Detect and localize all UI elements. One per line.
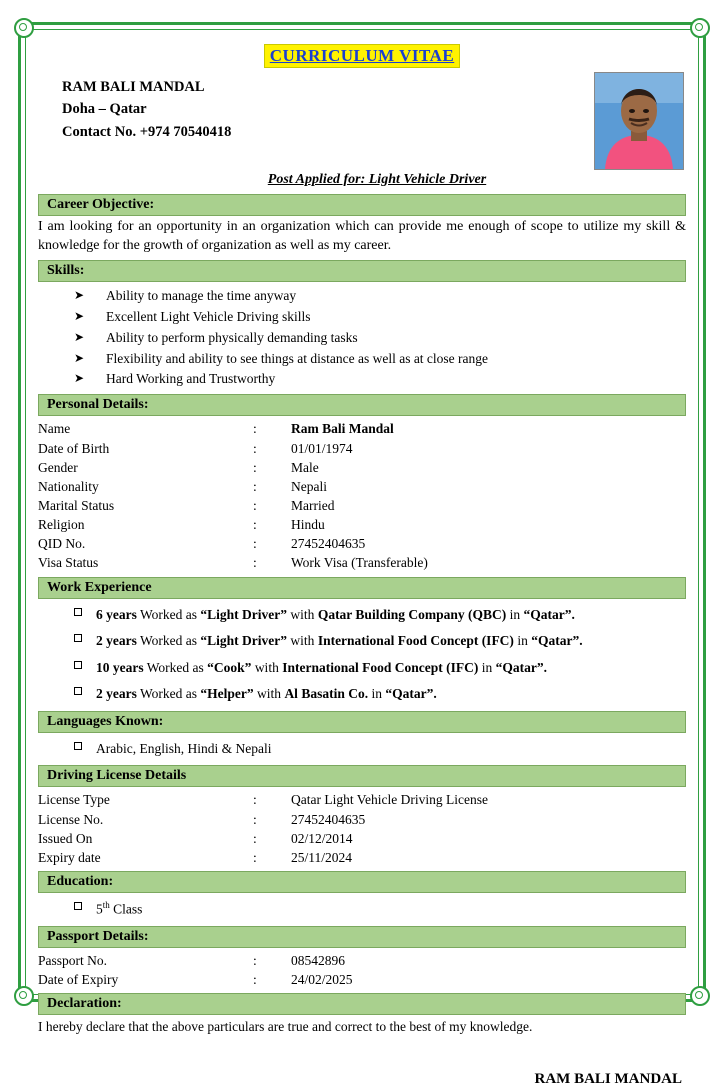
row-value: 27452404635: [291, 536, 366, 552]
skill-text: Excellent Light Vehicle Driving skills: [106, 308, 311, 324]
work-company: International Food Concept (IFC): [282, 659, 479, 675]
document-title-wrap: [38, 44, 686, 68]
section-header-work-experience: Work Experience: [38, 577, 686, 599]
header-block: [38, 76, 686, 168]
work-mid: Worked as: [140, 633, 198, 649]
row-colon: :: [253, 555, 257, 571]
arrow-bullet-icon: ➤: [74, 329, 85, 344]
table-row: [38, 951, 686, 970]
applicant-contact: Contact No. +974 70540418: [62, 123, 232, 140]
work-experience-list: [38, 605, 686, 704]
row-colon: :: [253, 830, 257, 846]
table-row: [38, 848, 686, 867]
skills-list: [38, 286, 686, 391]
personal-details-table: [38, 419, 686, 572]
row-colon: :: [253, 498, 257, 514]
row-value: 25/11/2024: [291, 849, 353, 865]
square-bullet-icon: [74, 661, 82, 669]
row-label: QID No.: [38, 536, 86, 552]
education-list: [38, 899, 686, 919]
work-role: “Cook”: [207, 659, 252, 675]
list-item: [68, 684, 686, 704]
work-duration: 6 years: [96, 606, 137, 622]
education-level-suffix: th: [102, 900, 110, 911]
resume-content: [38, 40, 686, 1088]
work-role: “Light Driver”: [200, 633, 288, 649]
row-value: 08542896: [291, 953, 345, 969]
corner-ornament-bottom-right: [690, 986, 710, 1006]
row-label: Expiry date: [38, 849, 101, 865]
row-colon: :: [253, 792, 257, 808]
list-item: [66, 369, 686, 390]
table-row: [38, 790, 686, 809]
work-in: in: [371, 686, 382, 702]
section-header-passport: Passport Details:: [38, 926, 686, 948]
row-colon: :: [253, 459, 257, 475]
row-value: 24/02/2025: [291, 972, 353, 988]
row-value: Ram Bali Mandal: [291, 421, 394, 437]
section-header-personal-details: Personal Details:: [38, 394, 686, 416]
row-label: Date of Expiry: [38, 972, 119, 988]
work-company: Qatar Building Company (QBC): [317, 606, 507, 622]
table-row: [38, 534, 686, 553]
education-label: Class: [109, 901, 143, 917]
work-place: “Qatar”.: [495, 659, 547, 675]
row-colon: :: [253, 517, 257, 533]
passport-table: [38, 951, 686, 989]
work-duration: 10 years: [96, 659, 144, 675]
table-row: [38, 496, 686, 515]
work-duration: 2 years: [96, 686, 137, 702]
square-bullet-icon: [74, 902, 82, 910]
list-item: [66, 286, 686, 307]
skill-text: Flexibility and ability to see things at distance as well as at close range: [106, 350, 489, 366]
section-header-declaration: Declaration:: [38, 993, 686, 1015]
table-row: [38, 458, 686, 477]
corner-ornament-bottom-left: [14, 986, 34, 1006]
row-label: Date of Birth: [38, 440, 110, 456]
square-bullet-icon: [74, 608, 82, 616]
row-label: Marital Status: [38, 498, 115, 514]
work-in: in: [481, 659, 493, 675]
section-header-languages: Languages Known:: [38, 711, 686, 733]
career-objective-text: I am looking for an opportunity in an organization which can provide me enough of scope to utilize my skill & knowledge for the growth of organization as well as my career.: [38, 219, 686, 253]
work-with: with: [290, 606, 315, 622]
row-colon: :: [253, 972, 257, 988]
languages-list: [38, 739, 686, 759]
arrow-bullet-icon: ➤: [74, 287, 85, 302]
row-colon: :: [253, 811, 257, 827]
section-header-career-objective: Career Objective:: [38, 194, 686, 216]
list-item: [68, 899, 686, 919]
square-bullet-icon: [74, 634, 82, 642]
row-value: Male: [291, 459, 319, 475]
row-label: Issued On: [38, 830, 93, 846]
table-row: [38, 810, 686, 829]
driving-license-table: [38, 790, 686, 867]
row-value: 02/12/2014: [291, 830, 353, 846]
row-colon: :: [253, 478, 257, 494]
row-label: Religion: [38, 517, 85, 533]
table-row: [38, 553, 686, 572]
applicant-location: Doha – Qatar: [62, 101, 147, 118]
row-label: Gender: [38, 459, 78, 475]
section-header-skills: Skills:: [38, 260, 686, 282]
list-item: [68, 631, 686, 651]
arrow-bullet-icon: ➤: [74, 350, 85, 365]
list-item: [68, 658, 686, 678]
work-company: Al Basatin Co.: [284, 686, 369, 702]
row-value: Nepali: [291, 478, 327, 494]
row-colon: :: [253, 953, 257, 969]
arrow-bullet-icon: ➤: [74, 308, 85, 323]
row-label: Passport No.: [38, 953, 108, 969]
work-role: “Helper”: [200, 686, 254, 702]
row-value: Married: [291, 498, 335, 514]
section-header-driving-license: Driving License Details: [38, 765, 686, 787]
work-with: with: [254, 659, 279, 675]
work-mid: Worked as: [140, 606, 198, 622]
row-label: Nationality: [38, 478, 99, 494]
table-row: [38, 970, 686, 989]
list-item: [68, 739, 686, 759]
row-label: Name: [38, 421, 71, 437]
row-colon: :: [253, 536, 257, 552]
work-in: in: [509, 606, 521, 622]
skill-text: Hard Working and Trustworthy: [106, 371, 276, 387]
section-header-education: Education:: [38, 871, 686, 893]
corner-ornament-top-left: [14, 18, 34, 38]
row-value: 01/01/1974: [291, 440, 353, 456]
row-value: Qatar Light Vehicle Driving License: [291, 792, 488, 808]
list-item: [66, 328, 686, 349]
post-applied-line: Post Applied for: Light Vehicle Driver: [267, 172, 487, 187]
row-label: License Type: [38, 792, 110, 808]
row-value: 27452404635: [291, 811, 366, 827]
work-place: “Qatar”.: [531, 633, 583, 649]
corner-ornament-top-right: [690, 18, 710, 38]
arrow-bullet-icon: ➤: [74, 371, 85, 386]
table-row: [38, 829, 686, 848]
work-with: with: [290, 633, 315, 649]
row-colon: :: [253, 421, 257, 437]
language-text: Arabic, English, Hindi & Nepali: [96, 740, 272, 756]
work-company: International Food Concept (IFC): [317, 633, 514, 649]
table-row: [38, 439, 686, 458]
work-place: “Qatar”.: [523, 606, 575, 622]
row-value: Work Visa (Transferable): [291, 555, 428, 571]
work-mid: Worked as: [140, 686, 198, 702]
skill-text: Ability to manage the time anyway: [106, 287, 297, 303]
header-text-block: [38, 76, 686, 143]
table-row: [38, 419, 686, 438]
list-item: [66, 349, 686, 370]
row-label: License No.: [38, 811, 104, 827]
work-place: “Qatar”.: [385, 686, 437, 702]
work-duration: 2 years: [96, 633, 137, 649]
square-bullet-icon: [74, 742, 82, 750]
row-colon: :: [253, 440, 257, 456]
applicant-name: RAM BALI MANDAL: [62, 79, 205, 95]
row-colon: :: [253, 849, 257, 865]
row-label: Visa Status: [38, 555, 99, 571]
page-title: CURRICULUM VITAE: [264, 44, 460, 68]
table-row: [38, 515, 686, 534]
work-role: “Light Driver”: [200, 606, 288, 622]
education-level: 5: [96, 901, 103, 917]
applicant-photo: [594, 72, 684, 170]
signature-name: RAM BALI MANDAL: [534, 1071, 682, 1088]
square-bullet-icon: [74, 687, 82, 695]
table-row: [38, 477, 686, 496]
skill-text: Ability to perform physically demanding tasks: [106, 329, 358, 345]
work-in: in: [517, 633, 528, 649]
photo-illustration: [595, 73, 683, 169]
list-item: [66, 307, 686, 328]
row-value: Hindu: [291, 517, 325, 533]
list-item: [68, 605, 686, 625]
declaration-text: I hereby declare that the above particulars are true and correct to the best of my knowledge.: [38, 1019, 533, 1035]
work-with: with: [257, 686, 282, 702]
work-mid: Worked as: [146, 659, 204, 675]
